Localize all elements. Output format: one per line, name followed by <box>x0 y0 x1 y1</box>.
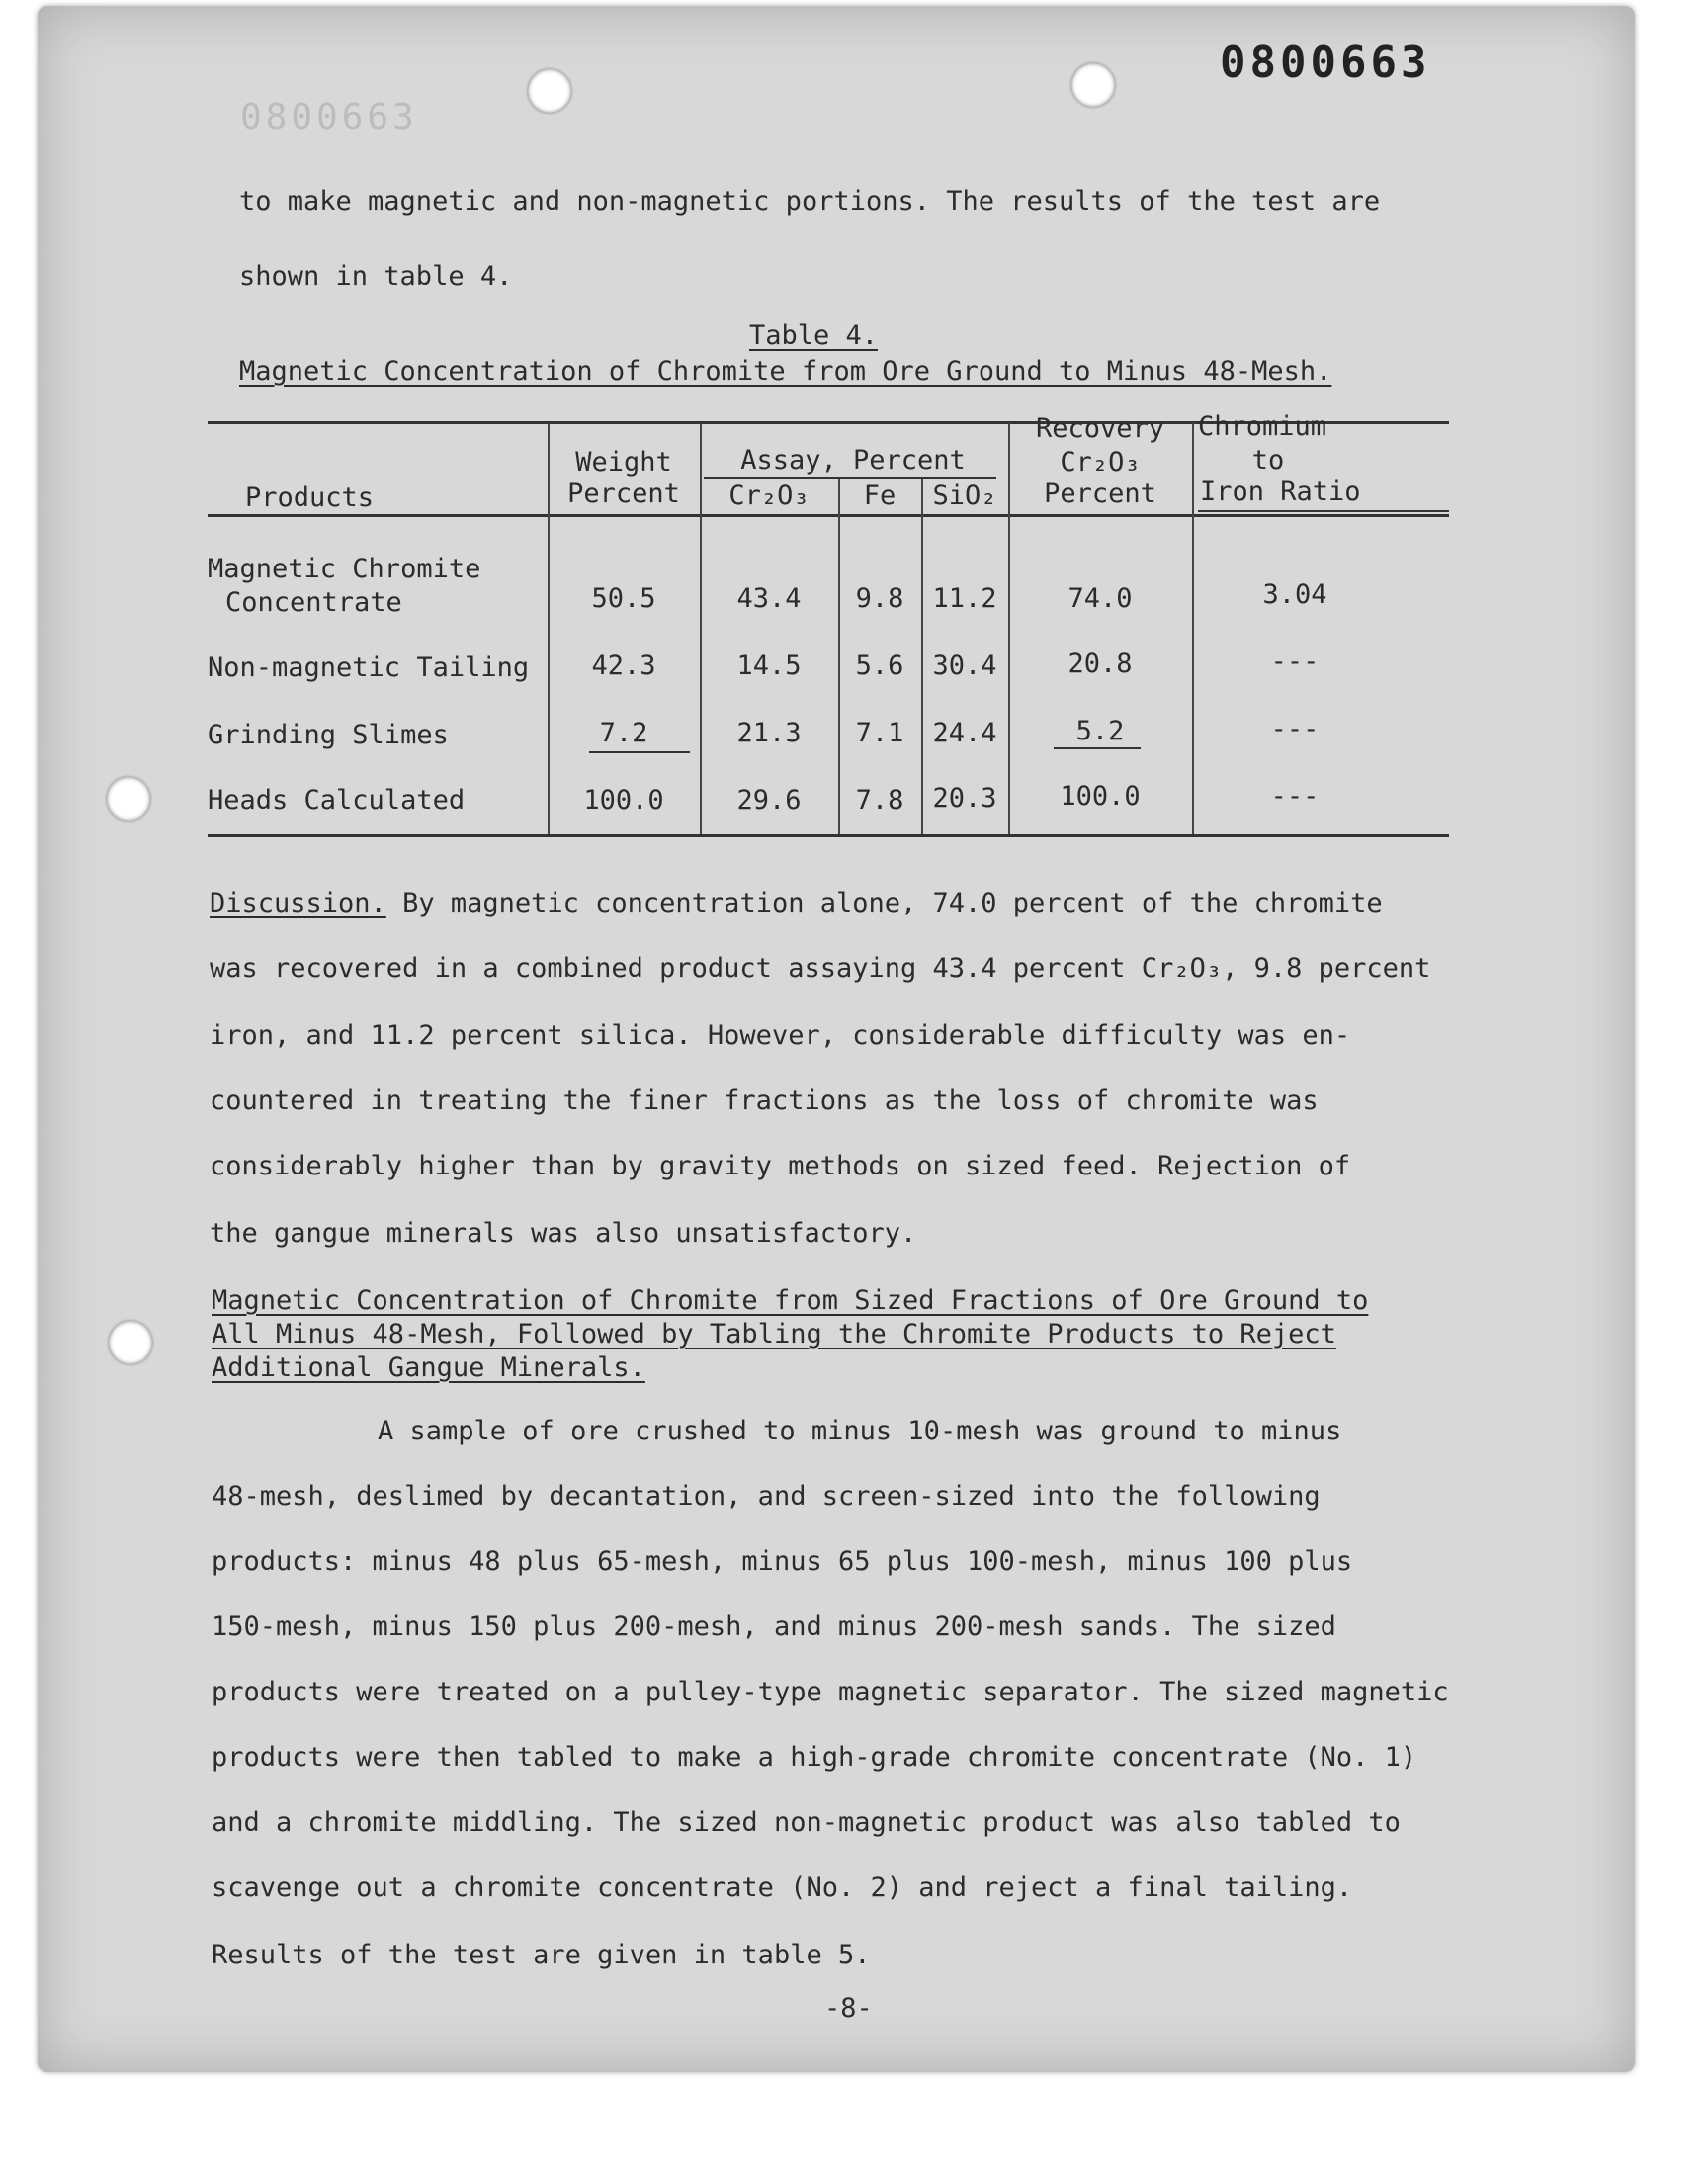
section-heading-line: Additional Gangue Minerals. <box>212 1352 645 1383</box>
header-sio2: SiO₂ <box>932 480 997 511</box>
sum-underline <box>589 751 690 753</box>
ratio-header-rule <box>1198 510 1449 512</box>
cr2o3-cell: 14.5 <box>736 651 802 681</box>
sio2-cell: 30.4 <box>932 651 997 681</box>
punch-hole <box>1071 63 1115 107</box>
discussion-line: the gangue minerals was also unsatisfactory. <box>210 1218 917 1249</box>
table-header-rule <box>208 514 1449 517</box>
cr2o3-cell: 43.4 <box>736 583 802 614</box>
fe-cell: 5.6 <box>855 651 904 681</box>
header-weight: Weight <box>575 447 672 478</box>
header-ratio: to <box>1251 445 1285 476</box>
recovery-cell: 100.0 <box>1060 781 1141 812</box>
sio2-cell: 24.4 <box>932 718 997 748</box>
body-line: and a chromite middling. The sized non-magnetic product was also tabled to <box>212 1807 1401 1838</box>
header-cr2o3: Cr₂O₃ <box>728 480 810 511</box>
cr2o3-cell: 29.6 <box>736 785 802 816</box>
header-recovery: Percent <box>1044 478 1156 509</box>
body-line: products were treated on a pulley-type magnetic separator. The sized magnetic <box>212 1677 1449 1707</box>
fe-cell: 7.1 <box>855 718 904 748</box>
header-ratio: Chromium <box>1198 411 1327 442</box>
header-ratio: Iron Ratio <box>1200 477 1361 507</box>
product-cell: Heads Calculated <box>208 785 466 816</box>
section-heading-line: All Minus 48-Mesh, Followed by Tabling the Chromite Products to Reject <box>212 1319 1336 1349</box>
punch-hole <box>109 1321 152 1364</box>
recovery-cell: 20.8 <box>1068 649 1133 679</box>
fe-cell: 7.8 <box>855 785 904 816</box>
discussion-line: was recovered in a combined product assaying 43.4 percent Cr₂O₃, 9.8 percent <box>210 953 1431 984</box>
product-cell: Magnetic Chromite <box>208 554 481 584</box>
page-number: -8- <box>824 1993 873 2024</box>
document-number: 0800663 <box>1220 38 1431 88</box>
discussion-text: By magnetic concentration alone, 74.0 percent of the chromite <box>402 888 1383 918</box>
ratio-cell: --- <box>1270 781 1320 812</box>
table-title: Table 4. <box>749 320 879 351</box>
body-line: products were then tabled to make a high-grade chromite concentrate (No. 1) <box>212 1742 1417 1773</box>
header-recovery: Recovery <box>1035 413 1165 444</box>
document-page <box>38 6 1635 2072</box>
sio2-cell: 11.2 <box>932 583 997 614</box>
assay-underline <box>704 477 996 478</box>
faded-stamp-number: 0800663 <box>240 97 418 137</box>
weight-cell: 7.2 <box>599 718 648 748</box>
recovery-cell: 74.0 <box>1068 583 1133 614</box>
discussion-line: countered in treating the finer fractions as the loss of chromite was <box>210 1086 1319 1116</box>
product-cell: Grinding Slimes <box>208 720 449 750</box>
header-assay: Assay, Percent <box>740 445 966 476</box>
intro-line: to make magnetic and non-magnetic portions. The results of the test are <box>239 186 1381 217</box>
weight-cell: 42.3 <box>591 651 656 681</box>
intro-line: shown in table 4. <box>239 261 513 292</box>
recovery-cell: 5.2 <box>1075 716 1125 746</box>
header-products: Products <box>245 482 375 513</box>
body-line: 48-mesh, deslimed by decantation, and screen-sized into the following <box>212 1481 1321 1512</box>
fe-cell: 9.8 <box>855 583 904 614</box>
weight-cell: 50.5 <box>591 583 656 614</box>
ratio-cell: --- <box>1270 714 1320 744</box>
ratio-cell: 3.04 <box>1262 579 1327 610</box>
sum-underline <box>1054 747 1141 749</box>
cr2o3-cell: 21.3 <box>736 718 802 748</box>
ratio-cell: --- <box>1270 647 1320 677</box>
product-cell: Concentrate <box>225 587 402 618</box>
discussion-line: considerably higher than by gravity methods on sized feed. Rejection of <box>210 1151 1351 1181</box>
body-line: scavenge out a chromite concentrate (No. 2) and reject a final tailing. <box>212 1872 1353 1903</box>
table-caption: Magnetic Concentration of Chromite from Ore Ground to Minus 48-Mesh. <box>239 356 1332 387</box>
header-weight: Percent <box>567 478 680 509</box>
body-line: 150-mesh, minus 150 plus 200-mesh, and minus 200-mesh sands. The sized <box>212 1611 1336 1642</box>
discussion-line: iron, and 11.2 percent silica. However, considerable difficulty was en- <box>210 1020 1351 1051</box>
section-heading-line: Magnetic Concentration of Chromite from Sized Fractions of Ore Ground to <box>212 1285 1369 1316</box>
body-line: Results of the test are given in table 5. <box>212 1940 871 1970</box>
discussion-line <box>210 888 1383 918</box>
punch-hole <box>528 69 571 113</box>
header-recovery: Cr₂O₃ <box>1060 447 1141 478</box>
header-fe: Fe <box>863 480 897 511</box>
sio2-cell: 20.3 <box>932 783 997 814</box>
punch-hole <box>107 777 150 821</box>
body-line: A sample of ore crushed to minus 10-mesh was ground to minus <box>378 1416 1342 1446</box>
product-cell: Non-magnetic Tailing <box>208 652 530 683</box>
body-line: products: minus 48 plus 65-mesh, minus 65 plus 100-mesh, minus 100 plus <box>212 1546 1353 1577</box>
column-divider <box>1192 423 1194 834</box>
weight-cell: 100.0 <box>583 785 664 816</box>
table-bottom-rule <box>208 834 1449 837</box>
discussion-label: Discussion. <box>210 888 386 918</box>
